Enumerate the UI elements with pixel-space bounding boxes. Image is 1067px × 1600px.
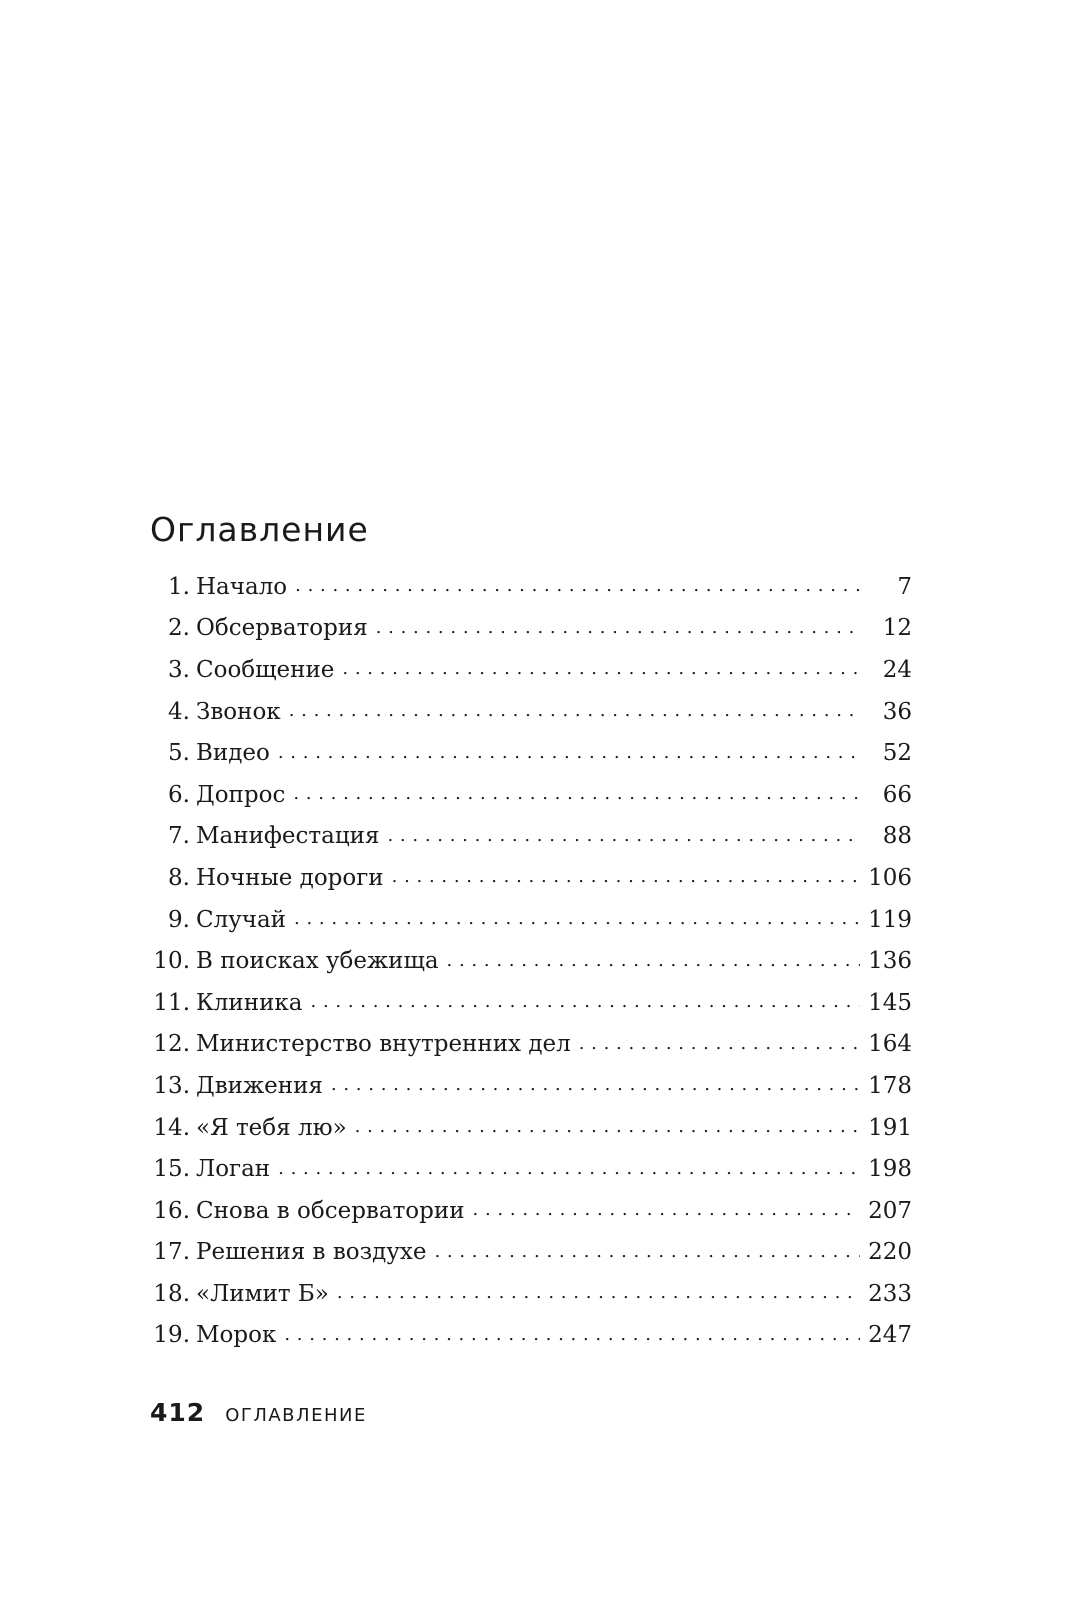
toc-entry[interactable]: [150, 1232, 912, 1274]
toc-leader-dots: [337, 1284, 860, 1307]
toc-leader-dots: [376, 619, 860, 642]
toc-entry-page: 247: [868, 1322, 912, 1349]
toc-entry-title: Случай: [196, 906, 286, 933]
toc-entry-number: 9.: [168, 906, 190, 933]
toc-entry-title: Движения: [196, 1072, 323, 1099]
toc-entry-title: Морок: [196, 1322, 277, 1349]
toc-entry-number: 8.: [168, 864, 190, 891]
toc-entry-title: Видео: [196, 740, 270, 767]
toc-leader-dots: [293, 785, 860, 808]
toc-entry-page: 191: [868, 1114, 912, 1141]
toc-entry-number: 5.: [168, 740, 190, 767]
toc-entry-page: 207: [868, 1197, 912, 1224]
toc-entry-number: 11.: [153, 989, 190, 1016]
toc-entry-number: 1.: [168, 573, 190, 600]
toc-entry[interactable]: [150, 1273, 912, 1315]
toc-entry-number: 16.: [153, 1197, 190, 1224]
toc-entry-number: 6.: [168, 781, 190, 808]
toc-leader-dots: [289, 702, 860, 725]
toc-entry-page: 36: [882, 698, 912, 725]
toc-title: Оглавление: [150, 510, 369, 550]
toc-entry-title: Манифестация: [196, 823, 380, 850]
toc-leader-dots: [331, 1076, 860, 1099]
toc-leader-dots: [342, 660, 860, 683]
toc-list: [150, 566, 912, 1356]
toc-entry-number: 17.: [153, 1239, 190, 1266]
toc-entry-title: «Лимит Б»: [196, 1280, 329, 1307]
toc-entry-title: Ночные дороги: [196, 864, 384, 891]
toc-entry-number: 10.: [153, 948, 190, 975]
toc-entry-page: 24: [882, 656, 912, 683]
toc-entry[interactable]: [150, 608, 912, 650]
toc-entry-page: 233: [868, 1280, 912, 1307]
running-head: ОГЛАВЛЕНИЕ: [225, 1405, 367, 1426]
page-number: 412: [150, 1398, 206, 1427]
toc-entry-title: Министерство внутренних дел: [196, 1031, 571, 1058]
toc-entry-title: Логан: [196, 1156, 271, 1183]
toc-entry-page: 178: [868, 1072, 912, 1099]
toc-entry-title: Снова в обсерватории: [196, 1197, 465, 1224]
toc-leader-dots: [387, 827, 860, 850]
toc-entry-number: 12.: [153, 1031, 190, 1058]
toc-entry-page: 88: [882, 823, 912, 850]
toc-entry-page: 119: [868, 906, 912, 933]
toc-entry-title: Клиника: [196, 989, 303, 1016]
toc-leader-dots: [278, 1160, 860, 1183]
toc-entry-page: 12: [882, 615, 912, 642]
toc-entry-title: В поисках убежища: [196, 948, 439, 975]
toc-leader-dots: [294, 910, 860, 933]
toc-entry[interactable]: [150, 857, 912, 899]
toc-entry-title: Сообщение: [196, 656, 335, 683]
toc-entry-number: 18.: [153, 1280, 190, 1307]
toc-entry[interactable]: [150, 899, 912, 941]
toc-entry[interactable]: [150, 649, 912, 691]
toc-entry[interactable]: [150, 1065, 912, 1107]
toc-leader-dots: [295, 577, 860, 600]
toc-entry-page: 164: [868, 1031, 912, 1058]
toc-entry-title: Обсерватория: [196, 615, 368, 642]
toc-entry-page: 52: [882, 740, 912, 767]
toc-entry-title: «Я тебя лю»: [196, 1114, 347, 1141]
toc-entry[interactable]: [150, 566, 912, 608]
toc-entry[interactable]: [150, 1148, 912, 1190]
toc-leader-dots: [473, 1201, 860, 1224]
toc-entry[interactable]: [150, 732, 912, 774]
toc-leader-dots: [579, 1035, 860, 1058]
toc-entry-page: 7: [897, 573, 912, 600]
toc-leader-dots: [355, 1118, 860, 1141]
toc-entry-title: Допрос: [196, 781, 286, 808]
toc-entry[interactable]: [150, 940, 912, 982]
toc-entry-page: 220: [868, 1239, 912, 1266]
toc-entry[interactable]: [150, 982, 912, 1024]
toc-entry-page: 106: [868, 864, 912, 891]
toc-entry-number: 19.: [153, 1322, 190, 1349]
toc-entry[interactable]: [150, 774, 912, 816]
toc-leader-dots: [392, 868, 860, 891]
toc-entry-page: 136: [868, 948, 912, 975]
toc-entry[interactable]: [150, 816, 912, 858]
toc-entry-page: 198: [868, 1156, 912, 1183]
toc-entry-number: 7.: [168, 823, 190, 850]
toc-entry-number: 3.: [168, 656, 190, 683]
toc-entry-title: Решения в воздухе: [196, 1239, 427, 1266]
toc-entry-number: 2.: [168, 615, 190, 642]
toc-entry[interactable]: [150, 1024, 912, 1066]
toc-entry-page: 66: [882, 781, 912, 808]
toc-entry[interactable]: [150, 1190, 912, 1232]
toc-entry-number: 4.: [168, 698, 190, 725]
toc-leader-dots: [434, 1243, 860, 1266]
page-footer: [150, 1398, 367, 1427]
toc-entry-number: 15.: [153, 1156, 190, 1183]
toc-entry-number: 14.: [153, 1114, 190, 1141]
toc-leader-dots: [284, 1326, 860, 1349]
toc-entry-title: Начало: [196, 573, 288, 600]
toc-entry[interactable]: [150, 1107, 912, 1149]
toc-leader-dots: [278, 744, 860, 767]
toc-entry-title: Звонок: [196, 698, 281, 725]
toc-entry[interactable]: [150, 691, 912, 733]
toc-leader-dots: [311, 993, 861, 1016]
toc-entry-page: 145: [868, 989, 912, 1016]
toc-entry[interactable]: [150, 1315, 912, 1357]
toc-entry-number: 13.: [153, 1072, 190, 1099]
toc-leader-dots: [447, 952, 860, 975]
